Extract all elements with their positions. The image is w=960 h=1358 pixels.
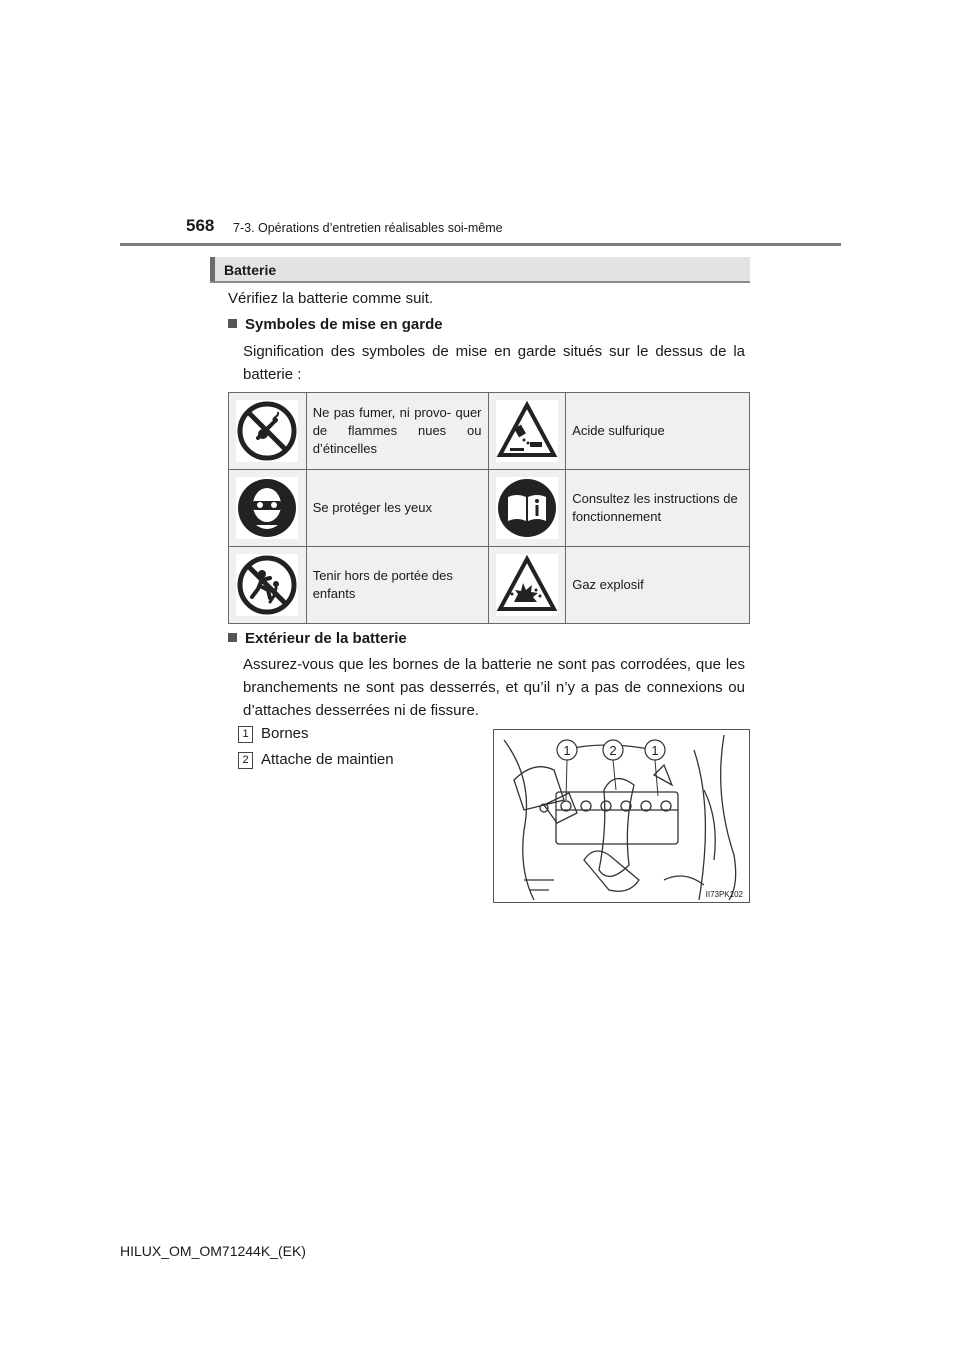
section-title: Batterie [224,262,277,278]
read-manual-icon [496,477,558,539]
exterior-heading-text: Extérieur de la batterie [245,630,407,647]
symbol-label: Consultez les instructions de fonctionnement [566,470,750,547]
document-code: HILUX_OM_OM71244K_(EK) [120,1243,306,1259]
symbols-description: Signification des symboles de mise en garde situés sur le dessus de la batterie : [243,343,745,383]
chapter-title: 7-3. Opérations d’entretien réalisables soi-même [233,221,503,235]
callout-label: Bornes [261,725,309,742]
symbol-label: Tenir hors de portée des enfants [306,547,488,624]
header-divider [120,243,841,246]
table-row [229,547,750,624]
figure-code: II73PK102 [705,890,743,899]
table-row [229,393,750,470]
symbol-label: Acide sulfurique [566,393,750,470]
callout-number: 1 [238,726,253,743]
figure-callout-1: 1 [563,743,571,758]
acid-warning-icon [496,400,558,462]
callout-item [238,748,394,771]
keep-away-children-icon [236,554,298,616]
exterior-description: Assurez-vous que les bornes de la batterie ne sont pas corrodées, que les branchements ne sont pas desserrés, et qu’il n’y a pas de connexions ou d’attaches desserrées ni de fissure. [243,656,745,719]
symbols-heading [228,316,443,333]
bullet-square-icon [228,319,237,328]
section-intro: Vérifiez la batterie comme suit. [228,290,434,307]
symbol-label: Se protéger les yeux [306,470,488,547]
battery-drawing [494,730,749,902]
page-number: 568 [186,216,215,235]
section-bar-accent [210,257,215,281]
figure-callout-3: 1 [651,743,659,758]
eye-protection-icon [236,477,298,539]
no-smoking-icon [236,400,298,462]
table-row [229,470,750,547]
symbols-heading-text: Symboles de mise en garde [245,316,443,333]
battery-illustration [493,729,750,903]
section-heading-bar [210,257,750,283]
explosion-warning-icon [496,554,558,616]
callout-number: 2 [238,752,253,769]
exterior-heading [228,630,407,647]
figure-callout-2: 2 [609,743,617,758]
callout-item [238,722,309,745]
symbol-label: Gaz explosif [566,547,750,624]
symbol-label: Ne pas fumer, ni provo- quer de flammes nues ou d’étincelles [306,393,488,470]
bullet-square-icon [228,633,237,642]
callout-label: Attache de maintien [261,751,394,768]
warning-symbols-table [228,392,750,624]
